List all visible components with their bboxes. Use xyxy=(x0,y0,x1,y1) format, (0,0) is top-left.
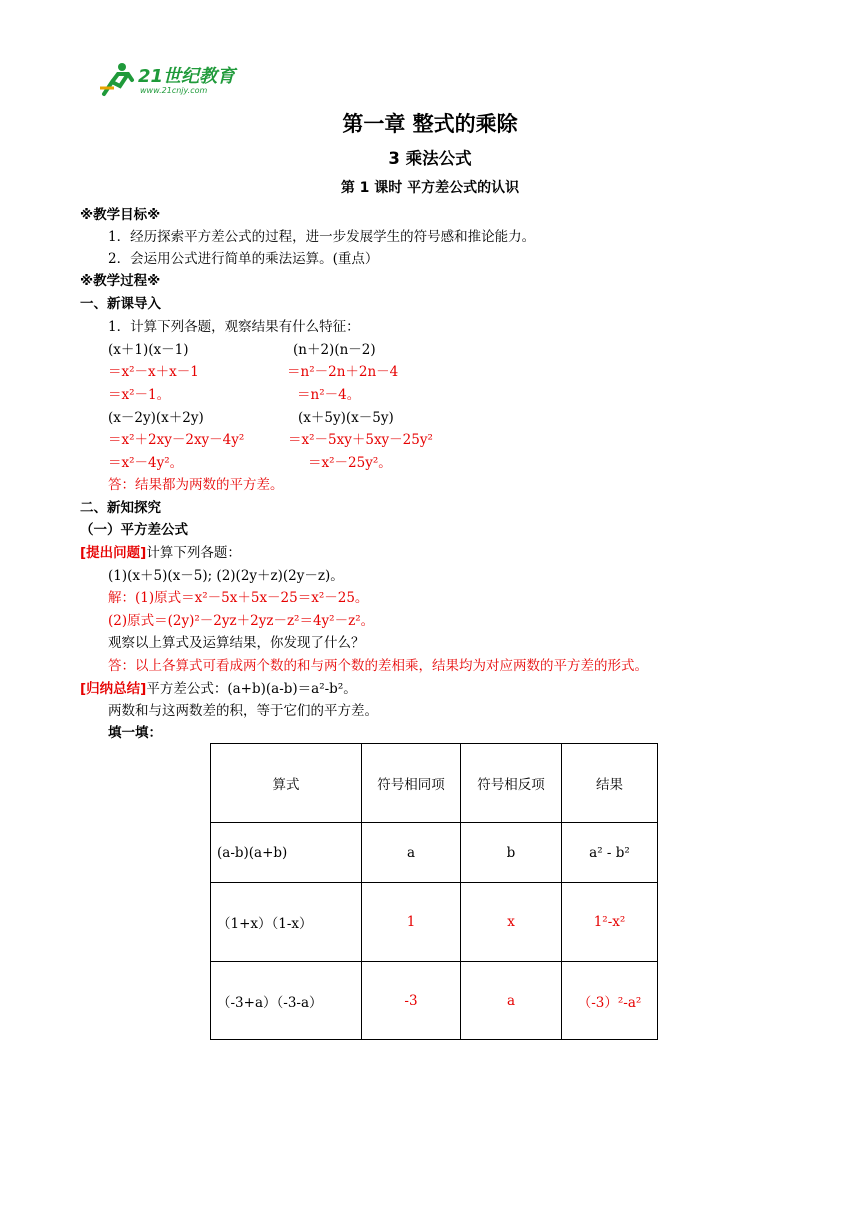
fill-label: 填一填： xyxy=(108,725,162,741)
observe-answer: 答：以上各算式可看成两个数的和与两个数的差相乘，结果均为对应两数的平方差的形式。 xyxy=(108,658,648,674)
intro-heading: 一、新课导入 xyxy=(80,296,161,312)
expr-1-result: ＝x²－1。 xyxy=(108,387,171,403)
expr-2-step: ＝n²－2n＋2n－4 xyxy=(287,364,399,380)
row-expression: （1+x）（1-x） xyxy=(211,883,362,962)
summary-text: 平方差公式：(a+b)(a-b)＝a²-b²。 xyxy=(146,681,357,697)
summary-line xyxy=(80,680,357,698)
lesson-title: 第 1 课时 平方差公式的认识 xyxy=(340,180,520,196)
header-opposite-sign: 符号相反项 xyxy=(461,744,562,823)
table-header-row xyxy=(211,744,658,823)
row-same-sign: 1 xyxy=(362,883,461,962)
question-tag: [提出问题] xyxy=(80,545,147,561)
row-expression: (a-b)(a+b) xyxy=(211,823,362,883)
row-result: 1²-x² xyxy=(562,883,658,962)
expr-4-result: ＝x²－25y²。 xyxy=(308,455,392,471)
expr-3-result: ＝x²－4y²。 xyxy=(108,455,184,471)
question-exprs: (1)(x＋5)(x－5); (2)(2y＋z)(2y－z)。 xyxy=(108,568,344,584)
logo-url: www.21cnjy.com xyxy=(140,86,208,95)
expr-1: (x＋1)(x－1) xyxy=(108,342,189,358)
solution-1: 解：(1)原式＝x²－5x＋5x－25＝x²－25。 xyxy=(108,590,369,606)
row-opposite-sign: b xyxy=(461,823,562,883)
row-result: （-3）²-a² xyxy=(562,962,658,1040)
expr-2: (n＋2)(n－2) xyxy=(293,342,376,358)
observe-question: 观察以上算式及运算结果，你发现了什么？ xyxy=(108,635,365,651)
header-same-sign: 符号相同项 xyxy=(362,744,461,823)
expr-3: (x－2y)(x＋2y) xyxy=(108,410,204,426)
chapter-title: 第一章 整式的乘除 xyxy=(342,112,518,136)
goal-item-1: 1．经历探索平方差公式的过程，进一步发展学生的符号感和推论能力。 xyxy=(108,229,536,245)
logo-text: 21世纪教育 xyxy=(138,66,236,87)
question-line xyxy=(80,544,241,562)
row-opposite-sign: a xyxy=(461,962,562,1040)
goal-item-2: 2．会运用公式进行简单的乘法运算。(重点） xyxy=(108,251,379,267)
expr-3-step: ＝x²＋2xy－2xy－4y² xyxy=(108,432,245,448)
goals-heading: ※教学目标※ xyxy=(80,207,161,223)
row-opposite-sign: x xyxy=(461,883,562,962)
section-title: 3 乘法公式 xyxy=(388,149,472,168)
header-expression: 算式 xyxy=(211,744,362,823)
fill-table xyxy=(210,743,658,1040)
header-result: 结果 xyxy=(562,744,658,823)
summary-tag: [归纳总结] xyxy=(80,681,147,697)
row-same-sign: -3 xyxy=(362,962,461,1040)
table-row xyxy=(211,823,658,883)
row-same-sign: a xyxy=(362,823,461,883)
process-heading: ※教学过程※ xyxy=(80,273,161,289)
expr-2-result: ＝n²－4。 xyxy=(297,387,361,403)
expr-4: (x＋5y)(x－5y) xyxy=(298,410,394,426)
expr-1-step: ＝x²－x＋x－1 xyxy=(108,364,199,380)
intro-prompt: 1．计算下列各题，观察结果有什么特征： xyxy=(108,319,360,335)
runner-logo-icon xyxy=(98,60,138,100)
logo xyxy=(98,58,238,102)
solution-2: (2)原式＝(2y)²－2yz＋2yz－z²＝4y²－z²。 xyxy=(108,613,375,629)
row-expression: （-3+a）（-3-a） xyxy=(211,962,362,1040)
summary-description: 两数和与这两数差的积，等于它们的平方差。 xyxy=(108,703,378,719)
expr-4-step: ＝x²－5xy＋5xy－25y² xyxy=(288,432,433,448)
table-row xyxy=(211,883,658,962)
explore-subheading: （一）平方差公式 xyxy=(80,522,188,538)
table-row xyxy=(211,962,658,1040)
row-result: a² - b² xyxy=(562,823,658,883)
intro-answer: 答：结果都为两数的平方差。 xyxy=(108,477,284,493)
explore-heading: 二、新知探究 xyxy=(80,500,161,516)
question-text: 计算下列各题： xyxy=(146,545,241,561)
